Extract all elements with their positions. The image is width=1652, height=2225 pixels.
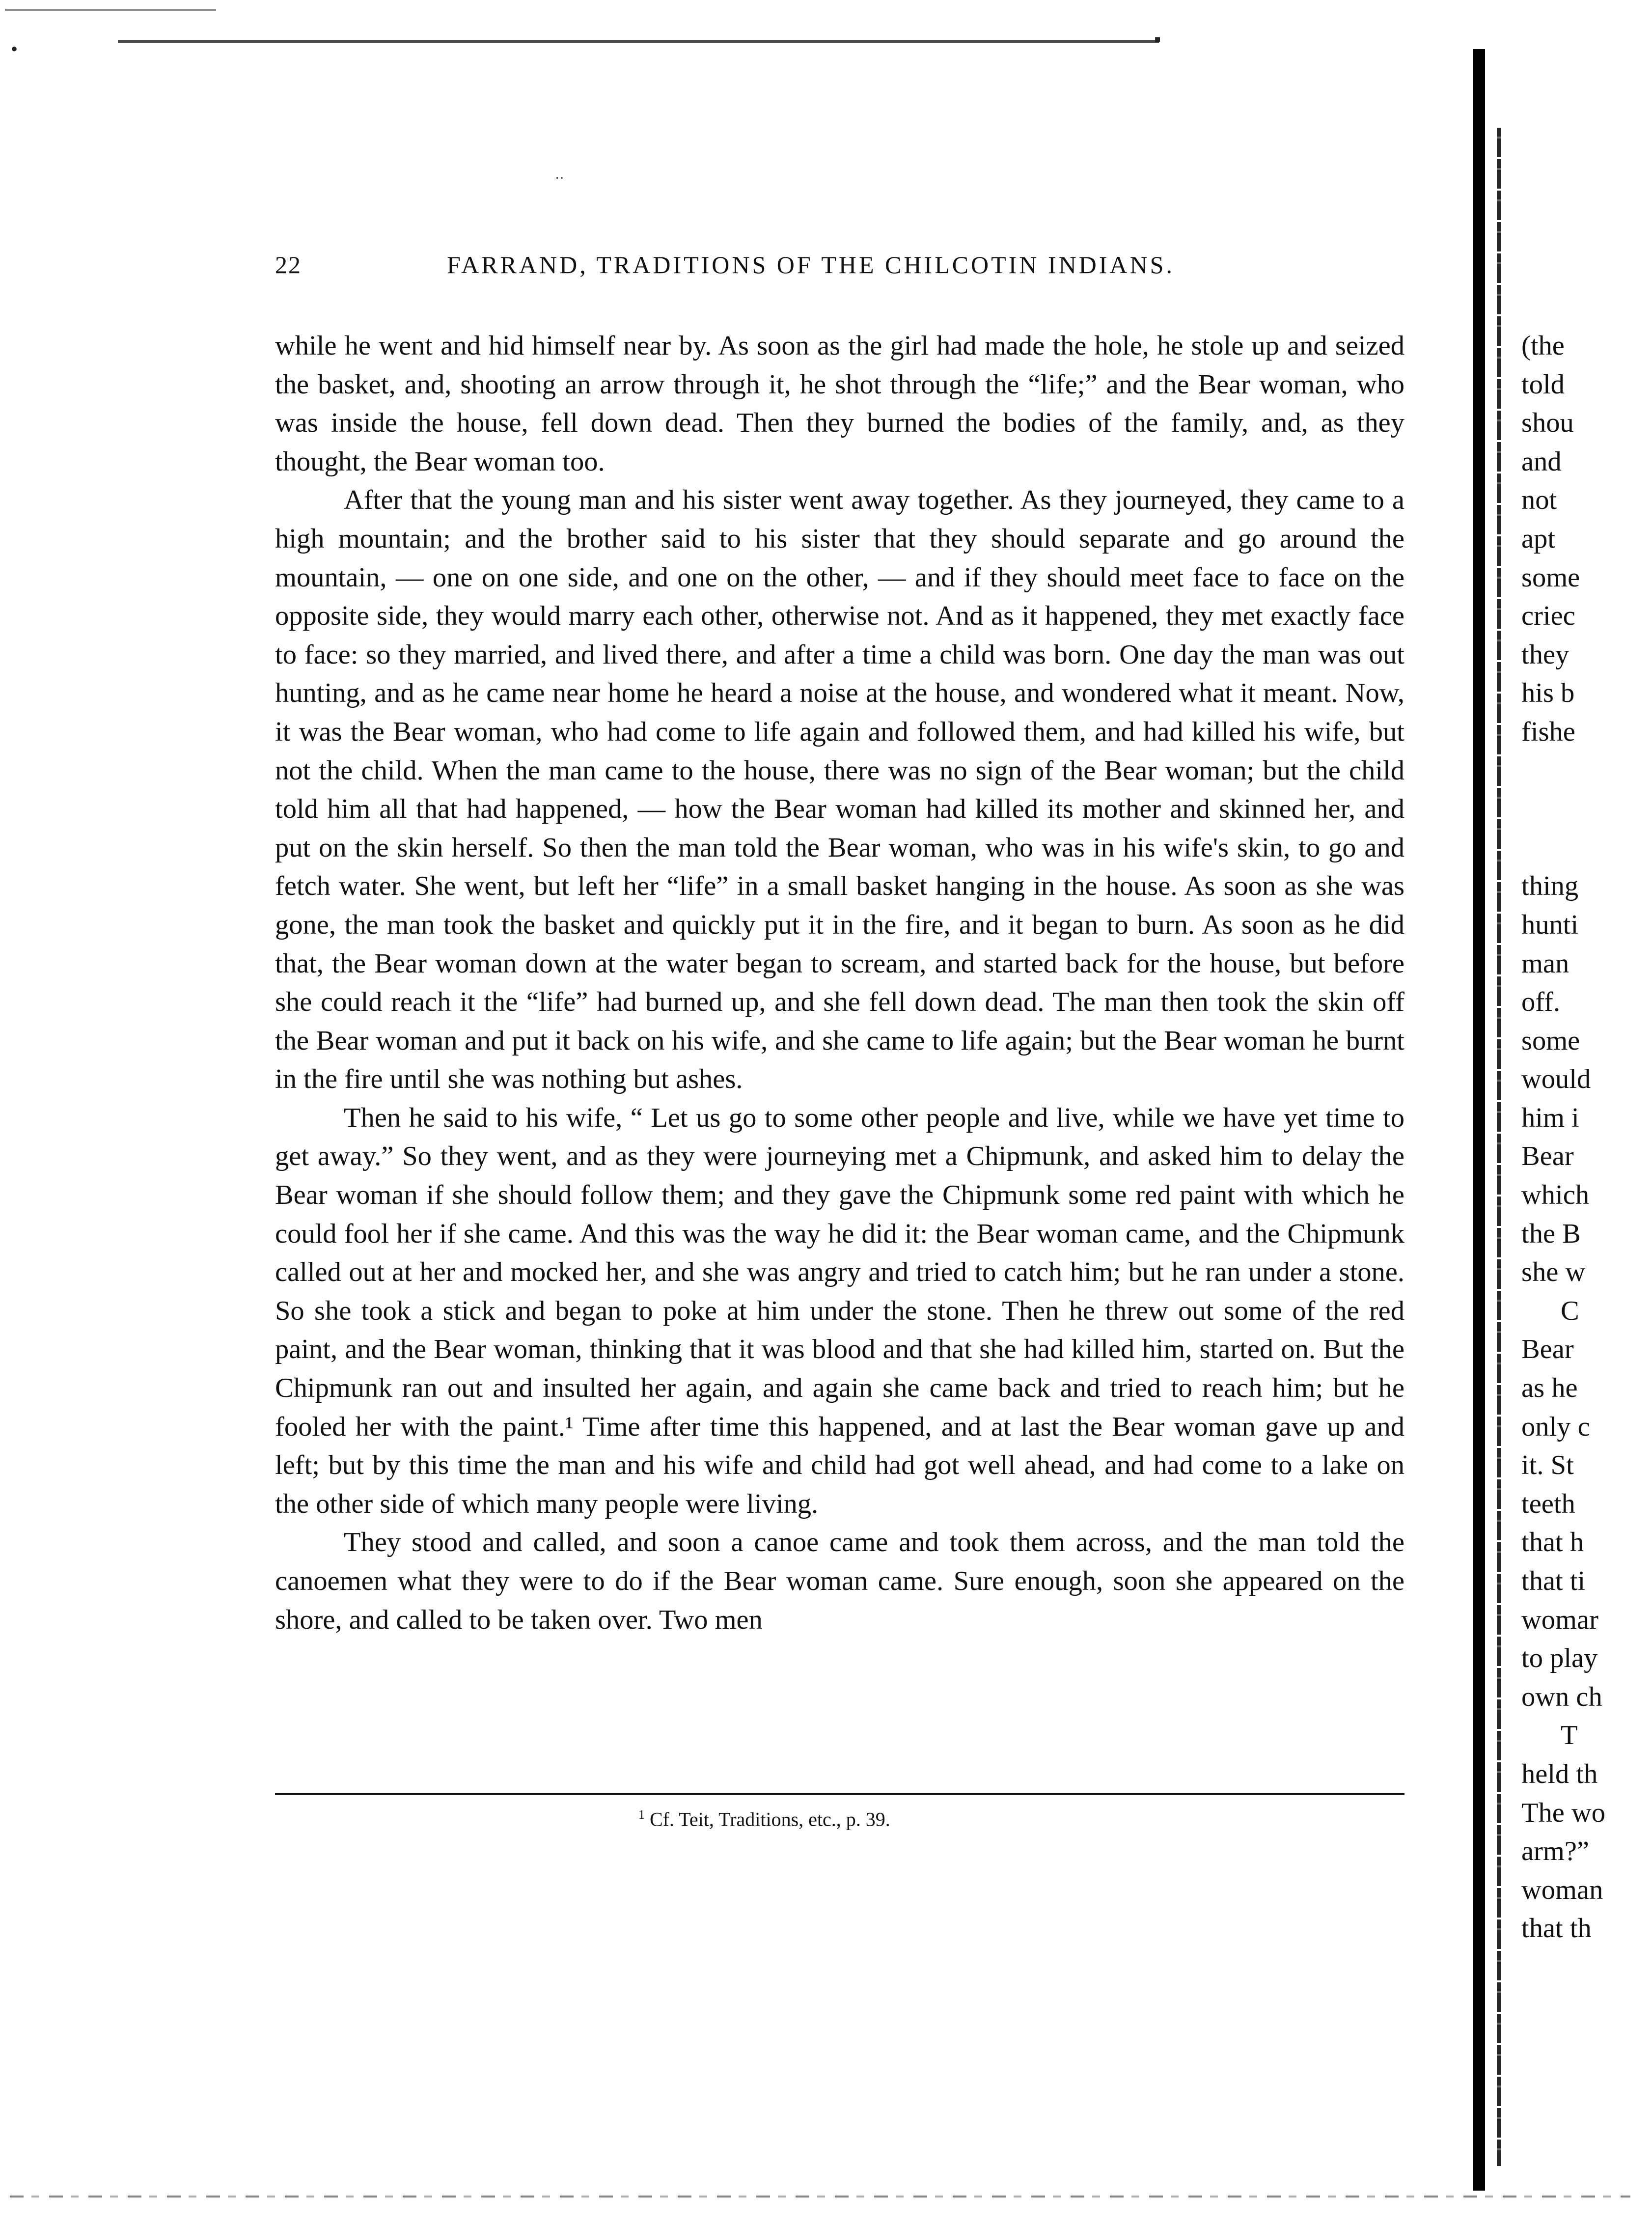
adjacent-line: T [1561,1720,1578,1751]
adjacent-line: and [1521,446,1562,477]
adjacent-line: would [1521,1064,1591,1095]
adjacent-line: womar [1521,1604,1598,1635]
adjacent-gap [1521,751,1652,867]
page-number: 22 [275,251,302,278]
adjacent-line: woman [1521,1874,1603,1905]
adjacent-line: held th [1521,1758,1598,1789]
paragraph: After that the young man and his sister went away together. As they journeyed, they came to a high mountain; and the brother said to his sister that they should separate and go around the mountain, — one on one side, and one on the other, — and if they should meet face to face on the opposite side, they would marry each other, otherwise not. And as it happened, they met exactly face to face: so they married, and lived there, and after a time a child was born. One day the man was out hunting, and as he came near home he heard a noise at the house, and wondered what it meant. Now, it was the Bear woman, who had come to life again and followed them, and had killed his wife, but not the child. When the man came to the house, there was no sign of the Bear woman; but the child told him all that had happened, — how the Bear woman had killed its mother and skinned her, and put on the skin herself. So then the man told the Bear woman, who was in his wife's skin, to go and fetch water. She went, but left her “life” in a small basket hanging in the house. As soon as she was gone, the man took the basket and quickly put it in the fire, and it began to burn. As soon as he did that, the Bear woman down at the water began to scream, and started back for the house, but before she could reach it the “life” had burned up, and she fell down dead. The man then took the skin off the Bear woman and put it back on his wife, and she came to life again; but the Bear woman he burnt in the fire until she was nothing but ashes. [275,485,1404,1095]
footnote-marker: 1 [638,1808,645,1822]
adjacent-line: fishe [1521,716,1575,747]
adjacent-line: off. [1521,987,1560,1018]
scan-top-rule [118,40,1159,43]
page-gutter-shadow [1473,49,1485,2191]
adjacent-line: they [1521,639,1569,670]
adjacent-line: as he [1521,1373,1578,1404]
adjacent-line: that h [1521,1527,1584,1558]
adjacent-line: not [1521,485,1557,516]
adjacent-line: man [1521,948,1569,979]
paragraph: They stood and called, and soon a canoe came and took them across, and the man told the canoemen what they were to do if the Bear woman came. Sure enough, soon she appeared on the shore, and called to be taken over. Two men [275,1527,1404,1635]
scan-speck: ·· [555,171,564,186]
adjacent-line: it. St [1521,1450,1574,1481]
adjacent-line: the B [1521,1218,1581,1249]
footnote-rule [275,1793,1404,1795]
adjacent-line: thing [1521,871,1579,902]
adjacent-line: she w [1521,1257,1586,1288]
adjacent-line: (the [1521,331,1565,361]
adjacent-line: apt [1521,523,1556,554]
adjacent-line: The wo [1521,1797,1606,1828]
adjacent-line: own ch [1521,1681,1602,1712]
paragraph: Then he said to his wife, “ Let us go to some other people and live, while we have yet time to get away.” So they went, and as they were journeying met a Chipmunk, and asked him to delay the Bear woman if she should follow them; and they gave the Chipmunk some red paint with which he could fool her if she came. And this was the way he did it: the Bear woman came, and the Chipmunk called out at her and mocked her, and she was angry and tried to catch him; but he ran under a stone. So she took a stick and began to poke at him under the stone. Then he threw out some of the red paint, and the Bear woman, thinking that it was blood and that she had killed him, started on. But the Chipmunk ran out and insulted her again, and again she came back and tried to reach him; but he fooled her with the paint.¹ Time after time this happened, and at last the Bear woman gave up and left; but by this time the man and his wife and child had got well ahead, and had come to a lake on the other side of which many people were living. [275,1102,1404,1519]
adjacent-line: told [1521,369,1565,400]
adjacent-line: C [1561,1295,1579,1326]
footnote [638,1808,890,1831]
page-gutter-edge [1497,128,1501,2166]
scan-speck: • [11,38,18,60]
adjacent-line: only c [1521,1411,1590,1442]
adjacent-line: Bear [1521,1141,1574,1172]
scan-speck: ▪ [1154,28,1161,50]
adjacent-line: his b [1521,678,1575,709]
adjacent-line: criec [1521,601,1575,632]
page-header [275,250,1404,285]
scan-bottom-rule [10,2196,1630,2197]
body-text [275,327,1404,1639]
adjacent-line: that ti [1521,1566,1586,1597]
adjacent-page-column [1521,327,1652,1948]
adjacent-line: some [1521,1025,1580,1056]
adjacent-line: that th [1521,1913,1592,1944]
adjacent-line: shou [1521,408,1574,439]
adjacent-line: him i [1521,1102,1579,1133]
adjacent-line: some [1521,562,1580,593]
paragraph: while he went and hid himself near by. As soon as the girl had made the hole, he stole up and seized the basket, and, shooting an arrow through it, he shot through the “life;” and the Bear woman, who was inside the house, fell down dead. Then they burned the bodies of the family, and, as they thought, the Bear woman too. [275,331,1404,477]
footnote-text: Cf. Teit, Traditions, etc., p. 39. [650,1808,890,1831]
adjacent-line: which [1521,1180,1590,1211]
running-head: FARRAND, TRADITIONS OF THE CHILCOTIN INDIANS. [447,251,1175,278]
adjacent-line: hunti [1521,909,1579,940]
adjacent-line: arm?” [1521,1836,1589,1867]
adjacent-line: teeth [1521,1488,1575,1519]
adjacent-line: Bear [1521,1334,1574,1365]
adjacent-line: to play [1521,1643,1598,1674]
scan-top-dash [5,9,216,11]
